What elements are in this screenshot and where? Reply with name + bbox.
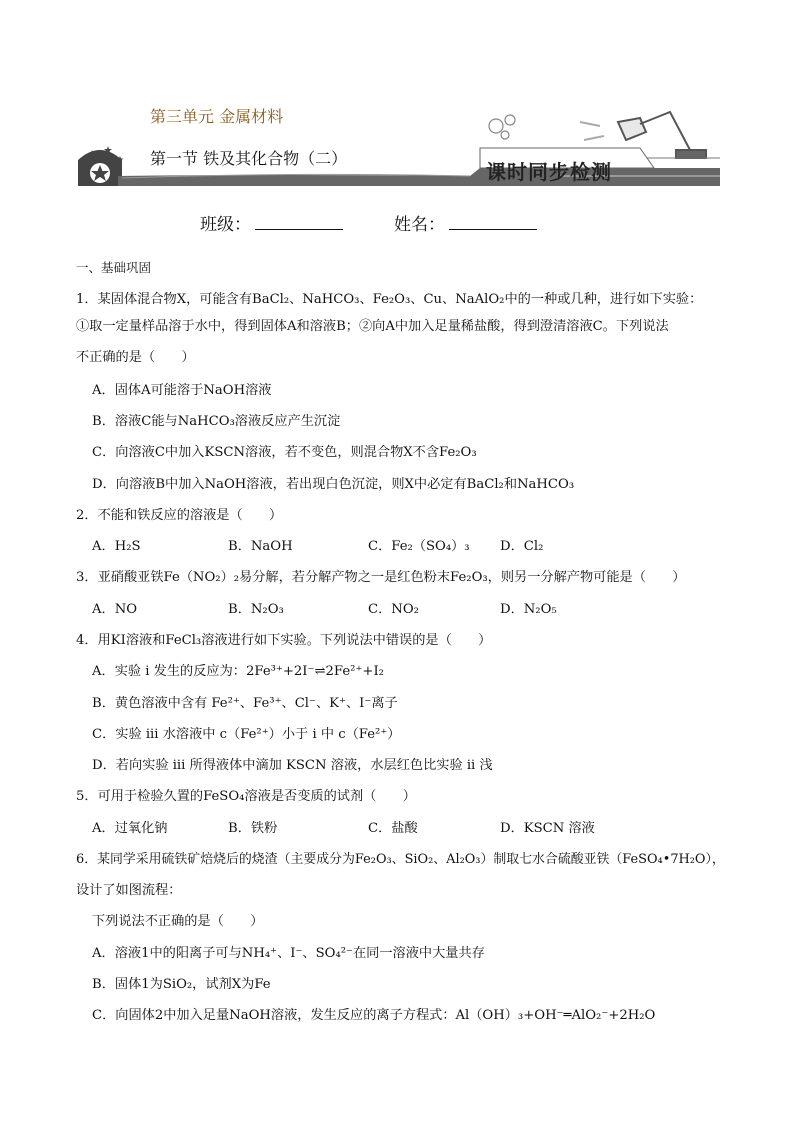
bubble-icon: [505, 115, 515, 125]
q2-option-c: C．Fe₂（SO₄）₃: [368, 539, 470, 554]
bubble-icon: [489, 119, 503, 133]
q2-stem: 2．不能和铁反应的溶液是（ ）: [76, 508, 283, 523]
class-label: 班级：: [200, 215, 251, 235]
section-title: 第一节 铁及其化合物（二）: [150, 149, 348, 168]
q4-option-d: D．若向实验 iii 所得液体中滴加 KSCN 溶液，水层红色比实验 ii 浅: [92, 758, 493, 773]
q3-option-b: B．N₂O₃: [228, 602, 284, 617]
q1-stem-line3: 不正确的是（ ）: [76, 350, 195, 365]
q1-option-b: B．溶液C能与NaHCO₃溶液反应产生沉淀: [92, 414, 341, 429]
q2-option-a: A．H₂S: [92, 539, 141, 554]
q3-stem: 3．亚硝酸亚铁Fe（NO₂）₂易分解，若分解产物之一是红色粉末Fe₂O₃，则另一分解产物可能是（ ）: [76, 570, 686, 585]
q6-option-b: B．固体1为SiO₂，试剂X为Fe: [92, 977, 271, 992]
q6-stem-line2: 设计了如图流程：: [76, 883, 182, 898]
q1-option-a: A．固体A可能溶于NaOH溶液: [92, 383, 272, 398]
class-blank[interactable]: [255, 215, 343, 230]
q3-option-c: C．NO₂: [368, 602, 419, 617]
q4-option-c: C．实验 iii 水溶液中 c（Fe²⁺）小于 i 中 c（Fe²⁺）: [92, 727, 401, 742]
q1-stem-line2: ①取一定量样品溶于水中，得到固体A和溶液B；②向A中加入足量稀盐酸，得到澄清溶液C。下列说法: [76, 319, 669, 334]
name-field: [394, 210, 537, 235]
star-medal-icon: [78, 146, 124, 186]
unit-title: 第三单元 金属材料: [150, 107, 284, 126]
q3-option-a: A．NO: [92, 602, 138, 617]
name-label: 姓名：: [394, 215, 445, 235]
q5-option-c: C．盐酸: [368, 821, 418, 836]
banner-text: 课时同步检测: [486, 160, 612, 184]
q5-option-d: D．KSCN 溶液: [500, 821, 595, 836]
header-decoration: [0, 0, 793, 200]
q6-option-a: A．溶液1中的阳离子可与NH₄⁺、I⁻、SO₄²⁻在同一溶液中大量共存: [92, 946, 485, 961]
q4-option-a: A．实验 i 发生的反应为：2Fe³⁺+2I⁻⇌2Fe²⁺+I₂: [92, 664, 384, 679]
q2-option-d: D．Cl₂: [500, 539, 544, 554]
q5-stem: 5．可用于检验久置的FeSO₄溶液是否变质的试剂（ ）: [76, 789, 416, 804]
q4-option-b: B．黄色溶液中含有 Fe²⁺、Fe³⁺、Cl⁻、K⁺、I⁻离子: [92, 696, 398, 711]
q6-option-c: C．向固体2中加入足量NaOH溶液，发生反应的离子方程式：Al（OH）₃+OH⁻═AlO₂⁻+2H₂O: [92, 1008, 656, 1023]
q6-stem-line1: 6．某同学采用硫铁矿焙烧后的烧渣（主要成分为Fe₂O₃、SiO₂、Al₂O₃）制取七水合硫酸亚铁（FeSO₄•7H₂O），: [76, 852, 725, 867]
section-heading: 一、基础巩固: [76, 260, 152, 275]
q2-option-b: B．NaOH: [228, 539, 293, 554]
q1-option-c: C．向溶液C中加入KSCN溶液，若不变色，则混合物X不含Fe₂O₃: [92, 445, 477, 460]
q5-option-a: A．过氧化钠: [92, 821, 168, 836]
q1-option-d: D．向溶液B中加入NaOH溶液，若出现白色沉淀，则X中必定有BaCl₂和NaHCO₃: [92, 477, 575, 492]
name-blank[interactable]: [449, 215, 537, 230]
q1-stem-line1: 1．某固体混合物X，可能含有BaCl₂、NaHCO₃、Fe₂O₃、Cu、NaAlO₂中的一种或几种，进行如下实验：: [76, 292, 703, 307]
q6-stem-line3: 下列说法不正确的是（ ）: [92, 914, 264, 929]
q4-stem: 4．用KI溶液和FeCl₃溶液进行如下实验。下列说法中错误的是（ ）: [76, 633, 492, 648]
q3-option-d: D．N₂O₅: [500, 602, 557, 617]
class-field: [200, 210, 343, 235]
q5-option-b: B．铁粉: [228, 821, 278, 836]
bubble-icon: [501, 131, 509, 139]
